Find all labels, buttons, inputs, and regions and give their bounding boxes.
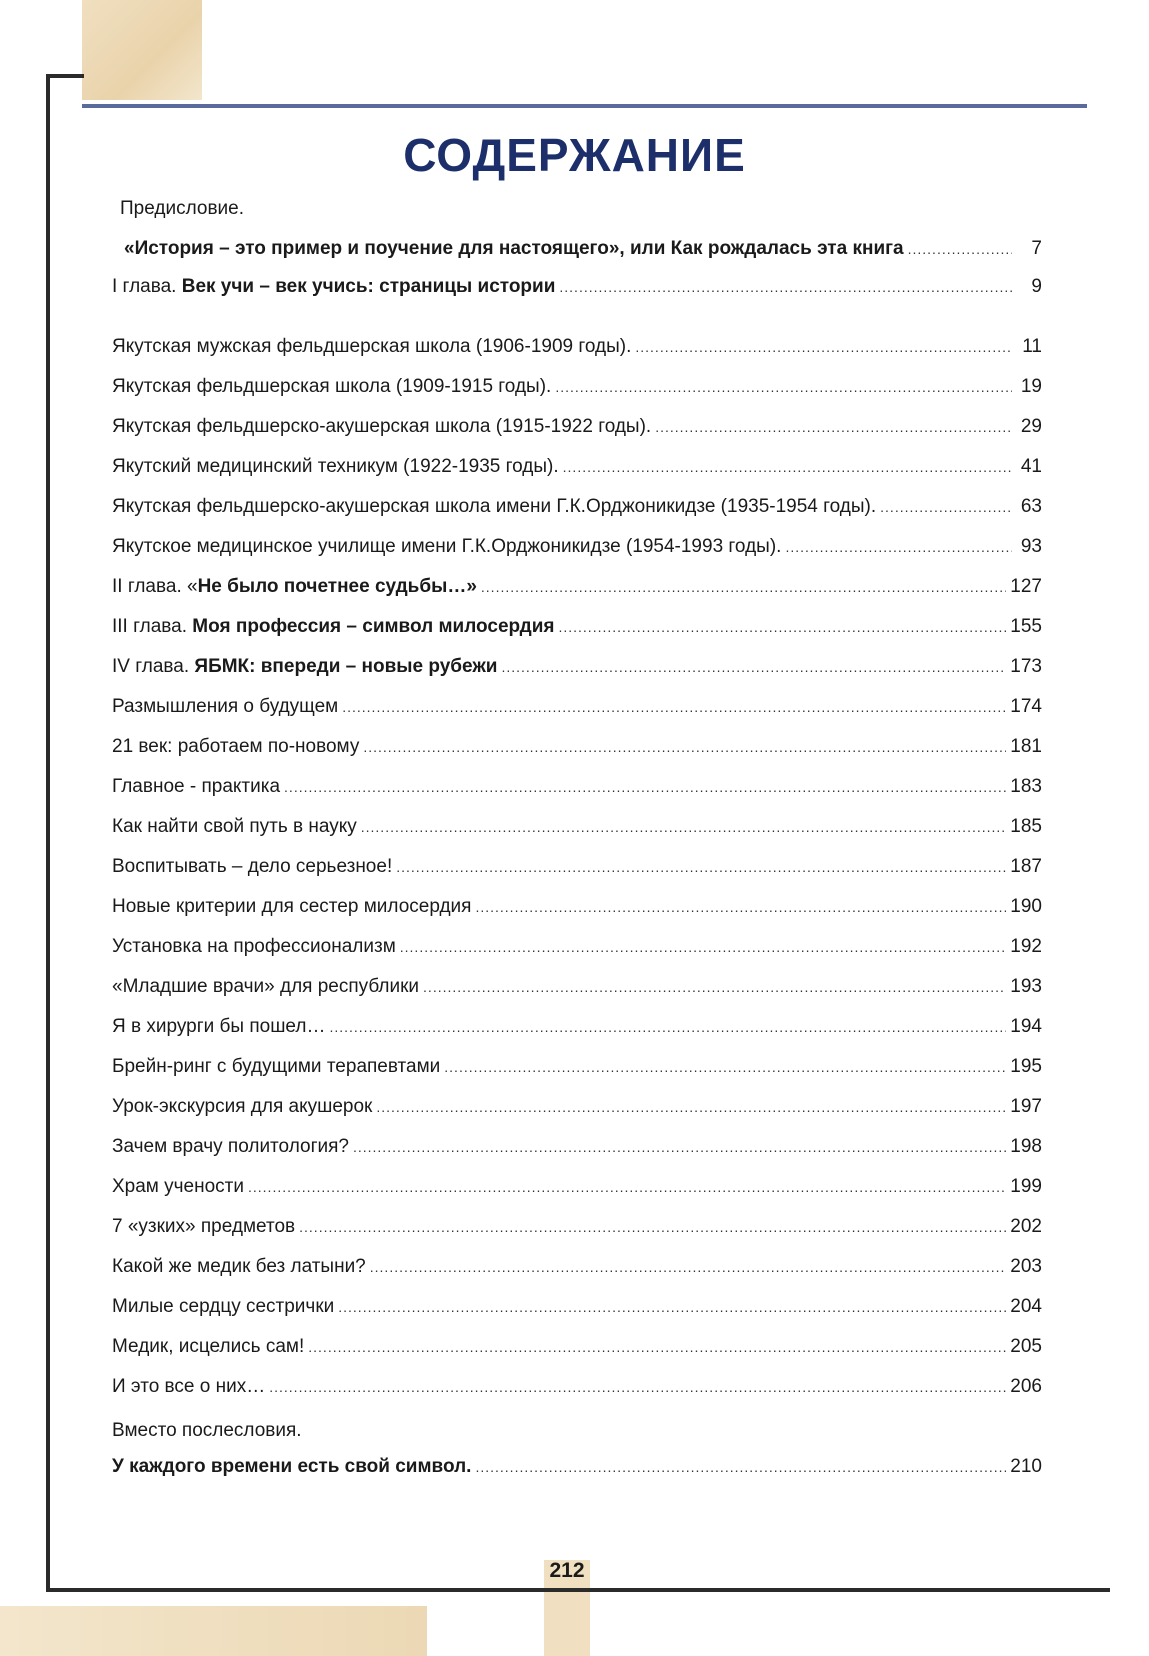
- toc-entry-page: 41: [1020, 456, 1042, 477]
- toc-entry: [112, 732, 1042, 762]
- toc-entry: [112, 932, 1042, 962]
- toc-dot-leader: [269, 1372, 1006, 1402]
- toc-entry: [112, 772, 1042, 802]
- toc-dot-leader: [475, 892, 1006, 922]
- toc-entry: [112, 372, 1042, 402]
- toc-dot-leader: [558, 612, 1006, 642]
- toc-entry: [112, 1252, 1042, 1282]
- toc-dot-leader: [400, 932, 1007, 962]
- toc-entry-page: 127: [1010, 576, 1042, 597]
- toc-entry-title: Якутское медицинское училище имени Г.К.Орджоникидзе (1954-1993 годы).: [112, 536, 782, 557]
- toc-entry-page: 190: [1010, 896, 1042, 917]
- toc-entry: [124, 234, 1042, 264]
- toc-dot-leader: [481, 572, 1006, 602]
- toc-entry-title: Якутская фельдшерская школа (1909-1915 годы).: [112, 376, 552, 397]
- toc-dot-leader: [444, 1052, 1006, 1082]
- toc-entry-page: 187: [1010, 856, 1042, 877]
- toc-entry-title: Милые сердцу сестрички: [112, 1296, 335, 1317]
- toc-dot-leader: [370, 1252, 1007, 1282]
- toc-entry-title: Медик, исцелись сам!: [112, 1336, 305, 1357]
- toc-dot-leader: [880, 492, 1012, 522]
- toc-entry-title: Храм учености: [112, 1176, 244, 1197]
- toc-entry-title: Якутская мужская фельдшерская школа (1906-1909 годы).: [112, 336, 632, 357]
- toc-entry: [112, 812, 1042, 842]
- toc-entry: [112, 272, 1042, 302]
- toc-entry-title: Якутский медицинский техникум (1922-1935 годы).: [112, 456, 559, 477]
- toc-entry: [112, 1052, 1042, 1082]
- toc-entry: [112, 1012, 1042, 1042]
- toc-entry-page: 206: [1010, 1376, 1042, 1397]
- toc-entry: [112, 1092, 1042, 1122]
- toc-entry: [112, 1292, 1042, 1322]
- toc-entry-page: 9: [1031, 276, 1042, 297]
- toc-dot-leader: [908, 234, 1012, 264]
- toc-entry-title: Якутская фельдшерско-акушерская школа (1915-1922 годы).: [112, 416, 652, 437]
- toc-entry-title: «История – это пример и поучение для настоящего», или Как рождалась эта книга: [124, 238, 904, 259]
- toc-entry-page: 174: [1010, 696, 1042, 717]
- toc-dot-leader: [785, 532, 1012, 562]
- toc-entry-page: 197: [1010, 1096, 1042, 1117]
- toc-entry-title: I глава. Век учи – век учись: страницы истории: [112, 276, 556, 297]
- toc-entry: [112, 852, 1042, 882]
- toc-entry-page: 173: [1010, 656, 1042, 677]
- toc-dot-leader: [342, 692, 1006, 722]
- toc-dot-leader: [329, 1012, 1006, 1042]
- toc-entry-page: 181: [1010, 736, 1042, 757]
- toc-entry: [112, 1132, 1042, 1162]
- toc-entry-page: 210: [1010, 1456, 1042, 1477]
- toc-entry: [112, 1332, 1042, 1362]
- toc-entry-title: И это все о них…: [112, 1376, 266, 1397]
- toc-entry: [112, 1172, 1042, 1202]
- toc-dot-leader: [248, 1172, 1006, 1202]
- toc-entry-page: 185: [1010, 816, 1042, 837]
- toc-entry: [112, 1212, 1042, 1242]
- toc-entry-page: 202: [1010, 1216, 1042, 1237]
- toc-entry-title: Брейн-ринг с будущими терапевтами: [112, 1056, 441, 1077]
- toc-entry-page: 193: [1010, 976, 1042, 997]
- toc-entry-title: Главное - практика: [112, 776, 281, 797]
- toc-dot-leader: [555, 372, 1012, 402]
- toc-dot-leader: [376, 1092, 1006, 1122]
- toc-entry: [112, 572, 1042, 602]
- toc-dot-leader: [308, 1332, 1006, 1362]
- toc-dot-leader: [299, 1212, 1006, 1242]
- toc-entry-page: 203: [1010, 1256, 1042, 1277]
- toc-entry-title: У каждого времени есть свой символ.: [112, 1456, 472, 1477]
- toc-entry-title: Установка на профессионализм: [112, 936, 396, 957]
- toc-entry: [112, 532, 1042, 562]
- afterword-label: Вместо послесловия.: [112, 1420, 302, 1441]
- toc-entry: [112, 492, 1042, 522]
- toc-entry: [112, 452, 1042, 482]
- toc-entry-page: 19: [1020, 376, 1042, 397]
- toc-entry-title: Якутская фельдшерско-акушерская школа имени Г.К.Орджоникидзе (1935-1954 годы).: [112, 496, 877, 517]
- toc-dot-leader: [363, 732, 1006, 762]
- toc-dot-leader: [501, 652, 1006, 682]
- toc-entry: [112, 1372, 1042, 1402]
- toc-entry-page: 183: [1010, 776, 1042, 797]
- toc-entry-title: Новые критерии для сестер милосердия: [112, 896, 472, 917]
- toc-entry-title: Воспитывать – дело серьезное!: [112, 856, 393, 877]
- toc-entry-title: Какой же медик без латыни?: [112, 1256, 366, 1277]
- toc-entry: [112, 332, 1042, 362]
- toc-entry-page: 199: [1010, 1176, 1042, 1197]
- toc-dot-leader: [475, 1452, 1006, 1482]
- toc-entry-title: 7 «узких» предметов: [112, 1216, 296, 1237]
- toc-dot-leader: [338, 1292, 1006, 1322]
- toc-dot-leader: [284, 772, 1006, 802]
- toc-entry-page: 11: [1022, 336, 1042, 357]
- toc-entry-page: 205: [1010, 1336, 1042, 1357]
- page-number: 212: [549, 1559, 585, 1582]
- toc-entry-title: II глава. «Не было почетнее судьбы…»: [112, 576, 477, 597]
- toc-entry-title: Как найти свой путь в науку: [112, 816, 357, 837]
- toc-entry: [112, 692, 1042, 722]
- toc-entry-title: IV глава. ЯБМК: впереди – новые рубежи: [112, 656, 498, 677]
- toc-entry-title: Урок-экскурсия для акушерок: [112, 1096, 373, 1117]
- toc-entry-page: 63: [1020, 496, 1042, 517]
- toc-entry-title: «Младшие врачи» для республики: [112, 976, 420, 997]
- toc-dot-leader: [655, 412, 1012, 442]
- toc-entry-title: Размышления о будущем: [112, 696, 339, 717]
- toc-entry: [112, 1452, 1042, 1482]
- toc-entry-page: 93: [1020, 536, 1042, 557]
- toc-entry-page: 198: [1010, 1136, 1042, 1157]
- toc-dot-leader: [353, 1132, 1006, 1162]
- toc-dot-leader: [635, 332, 1012, 362]
- toc-dot-leader: [423, 972, 1006, 1002]
- toc-entry-page: 155: [1010, 616, 1042, 637]
- toc-entry: [112, 652, 1042, 682]
- toc-dot-leader: [559, 272, 1012, 302]
- toc-entry-title: III глава. Моя профессия – символ милосердия: [112, 616, 555, 637]
- toc-entry: [112, 412, 1042, 442]
- toc-dot-leader: [563, 452, 1012, 482]
- toc-entry: [112, 612, 1042, 642]
- toc-entry-page: 194: [1010, 1016, 1042, 1037]
- toc-entry-page: 204: [1010, 1296, 1042, 1317]
- toc-entry-page: 195: [1010, 1056, 1042, 1077]
- toc-dot-leader: [361, 812, 1007, 842]
- toc-entry-page: 192: [1010, 936, 1042, 957]
- page-title: СОДЕРЖАНИЕ: [403, 129, 746, 181]
- toc-entry-title: 21 век: работаем по-новому: [112, 736, 360, 757]
- toc-entry-page: 29: [1020, 416, 1042, 437]
- toc-entry-page: 7: [1031, 238, 1042, 259]
- toc-entry-title: Зачем врачу политология?: [112, 1136, 349, 1157]
- preface-label: Предисловие.: [120, 198, 244, 219]
- toc-entry: [112, 892, 1042, 922]
- toc-entry-title: Я в хирурги бы пошел…: [112, 1016, 326, 1037]
- toc-dot-leader: [396, 852, 1006, 882]
- toc-entry: [112, 972, 1042, 1002]
